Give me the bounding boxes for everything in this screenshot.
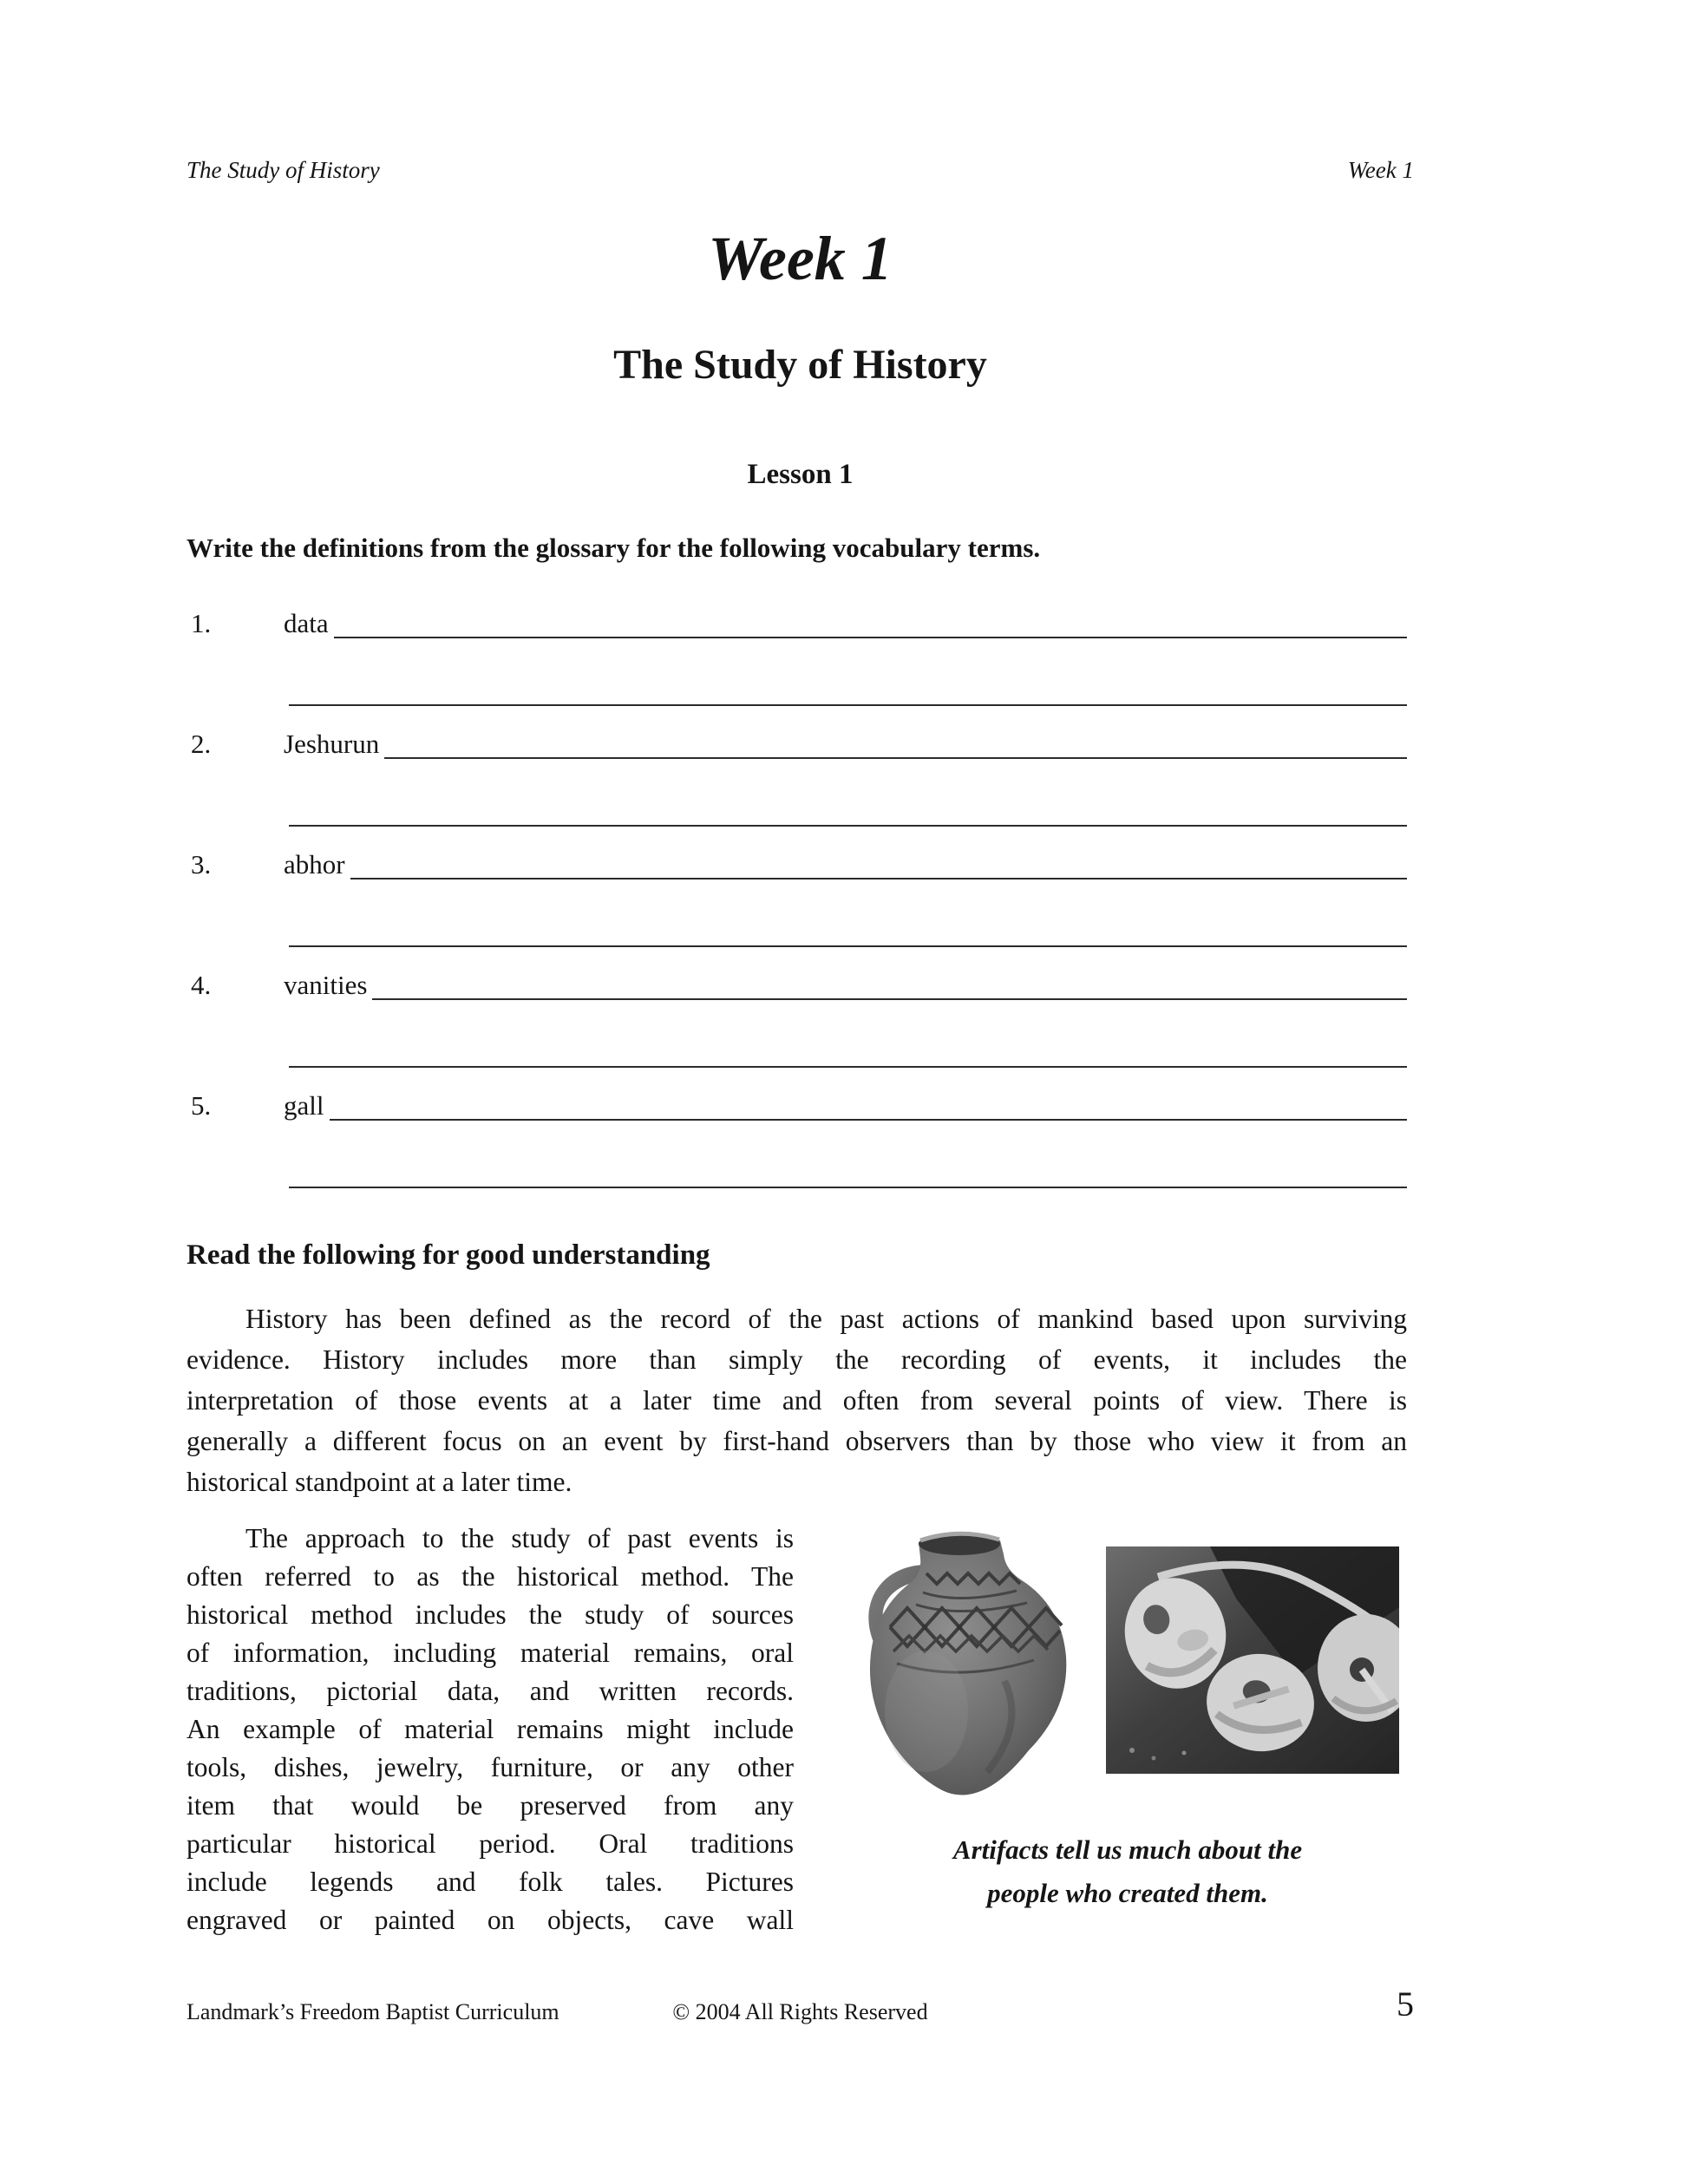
vocab-item-term: data <box>284 608 329 638</box>
vocab-item-number: 1. <box>191 608 212 638</box>
answer-blank-line <box>289 1066 1407 1068</box>
photo-speckle <box>1129 1748 1135 1753</box>
answer-blank-line <box>289 704 1407 706</box>
reading-heading: Read the following for good understanding <box>186 1239 710 1271</box>
page-number: 5 <box>1397 1985 1414 2024</box>
caption-line: Artifacts tell us much about the <box>952 1834 1303 1865</box>
vocab-item-term: gall <box>284 1090 324 1121</box>
paragraph-line: The approach to the study of past events is <box>245 1523 794 1553</box>
paragraph-line: of information, including material remains, oral <box>186 1638 794 1668</box>
vocab-item-term: Jeshurun <box>284 729 380 759</box>
pot-dot <box>957 1625 962 1630</box>
answer-blank-line <box>289 1187 1407 1188</box>
pot-dot <box>991 1625 997 1630</box>
answer-blank-line <box>384 728 1407 759</box>
reading-paragraph-1 <box>186 1298 1407 1502</box>
paragraph-line: History has been defined as the record of the past actions of mankind based upon surviving <box>245 1304 1407 1334</box>
vocab-item-number: 4. <box>191 970 212 1000</box>
paragraph-line: generally a different focus on an event by first-hand observers than by those who view it from an <box>186 1426 1407 1456</box>
vocab-item-number: 5. <box>191 1090 212 1121</box>
answer-blank-line <box>350 848 1407 879</box>
header-right-week: Week 1 <box>1347 157 1414 183</box>
answer-blank-line <box>334 607 1407 638</box>
pot-highlight <box>885 1651 968 1772</box>
answer-blank-line <box>330 1089 1408 1121</box>
paragraph-line: evidence. History includes more than simply the recording of events, it includes the <box>186 1344 1407 1375</box>
paragraph-line: historical method includes the study of sources <box>186 1599 794 1630</box>
vocab-item-row <box>191 1089 1407 1122</box>
vocab-item-row <box>191 848 1407 881</box>
paragraph-line: historical standpoint at a later time. <box>186 1467 572 1497</box>
reading-paragraph-2 <box>186 1520 794 1939</box>
pot-dot <box>922 1625 927 1630</box>
paragraph-line: An example of material remains might include <box>186 1714 794 1744</box>
paragraph-line: interpretation of those events at a later time and often from several points of view. There is <box>186 1385 1407 1416</box>
paragraph-line: item that would be preserved from any <box>186 1790 794 1821</box>
lesson-heading: Lesson 1 <box>747 459 854 490</box>
paragraph-line: engraved or painted on objects, cave wall <box>186 1905 794 1935</box>
answer-blank-line <box>289 825 1407 827</box>
paragraph-line: particular historical period. Oral traditions <box>186 1828 794 1859</box>
answer-blank-line <box>372 969 1407 1000</box>
footer-publisher: Landmark’s Freedom Baptist Curriculum <box>186 1999 559 2024</box>
photo-speckle <box>1152 1756 1156 1761</box>
header-left-title: The Study of History <box>186 157 380 183</box>
answer-blank-line <box>289 945 1407 947</box>
caption-line: people who created them. <box>987 1878 1268 1908</box>
footer-copyright: © 2004 All Rights Reserved <box>672 1999 928 2024</box>
vocab-item-term: vanities <box>284 970 368 1000</box>
paragraph-line: tools, dishes, jewelry, furniture, or any other <box>186 1752 794 1782</box>
paragraph-line: often referred to as the historical method. The <box>186 1561 794 1592</box>
vocab-item-row <box>191 728 1407 761</box>
paragraph-line: traditions, pictorial data, and written records. <box>186 1676 794 1706</box>
page-subtitle: The Study of History <box>613 342 987 388</box>
stone-artifacts-image <box>1106 1546 1399 1774</box>
vocab-item-term: abhor <box>284 849 345 879</box>
page-title: Week 1 <box>708 224 893 293</box>
vocab-item-number: 3. <box>191 849 212 879</box>
vocab-instruction: Write the definitions from the glossary for the following vocabulary terms. <box>186 533 1041 563</box>
vocab-item-row <box>191 607 1407 640</box>
decorated-clay-pot-image <box>840 1525 1080 1802</box>
vocab-item-row <box>191 969 1407 1002</box>
photo-speckle <box>1182 1751 1187 1756</box>
paragraph-line: include legends and folk tales. Pictures <box>186 1867 794 1897</box>
vocab-item-number: 2. <box>191 729 212 759</box>
image-caption <box>846 1828 1410 1915</box>
